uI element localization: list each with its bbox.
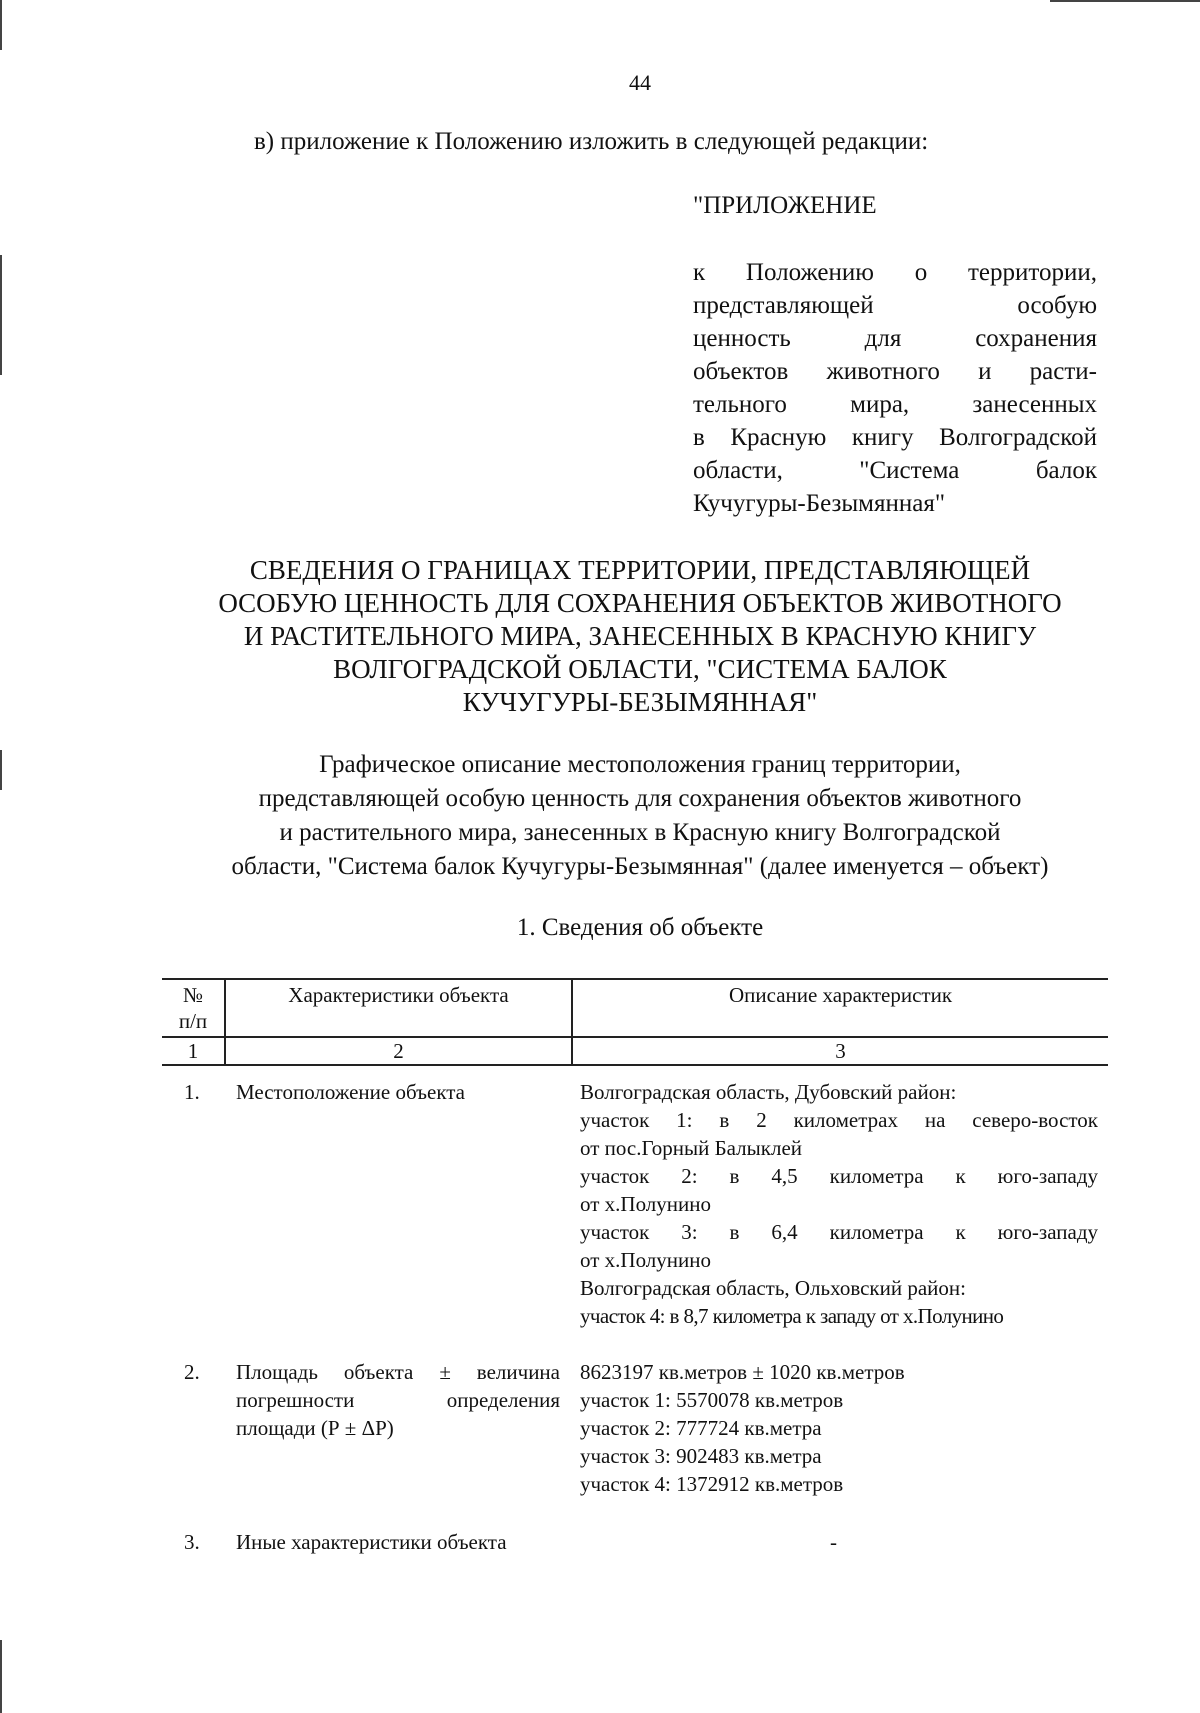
- row-description: [580, 1358, 1098, 1498]
- description-line: участок 1: 5570078 кв.метров: [580, 1388, 844, 1412]
- scan-margin-mark: [0, 750, 2, 790]
- scan-margin-mark: [0, 1640, 2, 1713]
- index-cell: 2: [393, 1039, 404, 1063]
- description-line: участок 2: в 4,5 километра к юго-западу: [580, 1164, 1098, 1188]
- heading-line: СВЕДЕНИЯ О ГРАНИЦАХ ТЕРРИТОРИИ, ПРЕДСТАВЛЯЮЩЕЙ: [249, 555, 1031, 585]
- graphic-description-line: области, "Система балок Кучугуры-Безымянная" (далее именуется – объект): [231, 853, 1049, 880]
- header-number-line: п/п: [178, 1009, 208, 1033]
- description-line: участок 1: в 2 километрах на северо-восток: [580, 1108, 1098, 1132]
- header-description: Описание характеристик: [728, 983, 953, 1007]
- appendix-subtitle-line: ценность для сохранения: [693, 325, 1097, 352]
- appendix-subtitle-line: тельного мира, занесенных: [693, 391, 1097, 418]
- description-line: участок 4: 1372912 кв.метров: [580, 1472, 844, 1496]
- row-characteristic: Иные характеристики объекта: [236, 1530, 507, 1554]
- scan-margin-mark: [0, 0, 2, 50]
- intro-text: в) приложение к Положению изложить в следующей редакции:: [254, 128, 929, 155]
- row-number: 1.: [184, 1080, 200, 1104]
- header-number-line: №: [182, 983, 204, 1007]
- description-line: участок 3: в 6,4 километра к юго-западу: [580, 1220, 1098, 1244]
- appendix-subtitle-line: области, "Система балок: [693, 457, 1097, 484]
- row-number: 2.: [184, 1360, 200, 1384]
- heading-line: КУЧУГУРЫ-БЕЗЫМЯННАЯ": [462, 687, 818, 717]
- table-top-rule: [162, 978, 1108, 980]
- graphic-description-line: Графическое описание местоположения границ территории,: [319, 751, 961, 778]
- appendix-subtitle-line: в Красную книгу Волгоградской: [693, 424, 1097, 451]
- table-index-rule: [162, 1064, 1108, 1066]
- characteristic-line: площади (Р ± ΔР): [236, 1416, 394, 1440]
- row-number: 3.: [184, 1530, 200, 1554]
- heading-line: ОСОБУЮ ЦЕННОСТЬ ДЛЯ СОХРАНЕНИЯ ОБЪЕКТОВ ЖИВОТНОГО: [218, 588, 1062, 618]
- graphic-description: [160, 748, 1120, 884]
- appendix-subtitle-line: объектов животного и расти-: [693, 358, 1097, 385]
- appendix-subtitle: [693, 256, 1097, 520]
- document-heading: [160, 554, 1120, 719]
- description-line: от х.Полунино: [580, 1192, 711, 1216]
- description-line: участок 3: 902483 кв.метра: [580, 1444, 822, 1468]
- description-line: участок 4: в 8,7 километра к западу от х.Полунино: [580, 1304, 1004, 1328]
- description-line: 8623197 кв.метров ± 1020 кв.метров: [580, 1360, 905, 1384]
- description-line: от пос.Горный Балыклей: [580, 1136, 803, 1160]
- characteristic-line: погрешности определения: [236, 1388, 560, 1412]
- header-characteristics: Характеристики объекта: [288, 983, 509, 1007]
- page-number: 44: [629, 70, 651, 95]
- index-cell: 1: [187, 1039, 199, 1063]
- heading-line: И РАСТИТЕЛЬНОГО МИРА, ЗАНЕСЕННЫХ В КРАСНУЮ КНИГУ: [243, 621, 1037, 651]
- characteristic-line: Площадь объекта ± величина: [236, 1360, 560, 1384]
- scan-top-edge: [1050, 0, 1200, 2]
- row-characteristic: [236, 1358, 560, 1442]
- row-description: -: [830, 1530, 837, 1554]
- graphic-description-line: представляющей особую ценность для сохранения объектов животного: [258, 785, 1022, 812]
- description-line: Волгоградская область, Дубовский район:: [580, 1080, 957, 1104]
- scan-margin-mark: [0, 255, 2, 375]
- row-description: [580, 1078, 1098, 1330]
- row-characteristic: Местоположение объекта: [236, 1080, 466, 1104]
- appendix-title: "ПРИЛОЖЕНИЕ: [693, 192, 877, 219]
- section-title: 1. Сведения об объекте: [516, 914, 764, 941]
- header-number: [162, 982, 224, 1034]
- description-line: от х.Полунино: [580, 1248, 711, 1272]
- heading-line: ВОЛГОГРАДСКОЙ ОБЛАСТИ, "СИСТЕМА БАЛОК: [333, 654, 947, 684]
- appendix-subtitle-line: к Положению о территории,: [693, 259, 1097, 286]
- appendix-subtitle-line: представляющей особую: [693, 292, 1097, 319]
- graphic-description-line: и растительного мира, занесенных в Красную книгу Волгоградской: [279, 819, 1001, 846]
- description-line: Волгоградская область, Ольховский район:: [580, 1276, 966, 1300]
- description-line: участок 2: 777724 кв.метра: [580, 1416, 822, 1440]
- appendix-subtitle-line: Кучугуры-Безымянная": [693, 490, 946, 517]
- index-cell: 3: [835, 1039, 846, 1063]
